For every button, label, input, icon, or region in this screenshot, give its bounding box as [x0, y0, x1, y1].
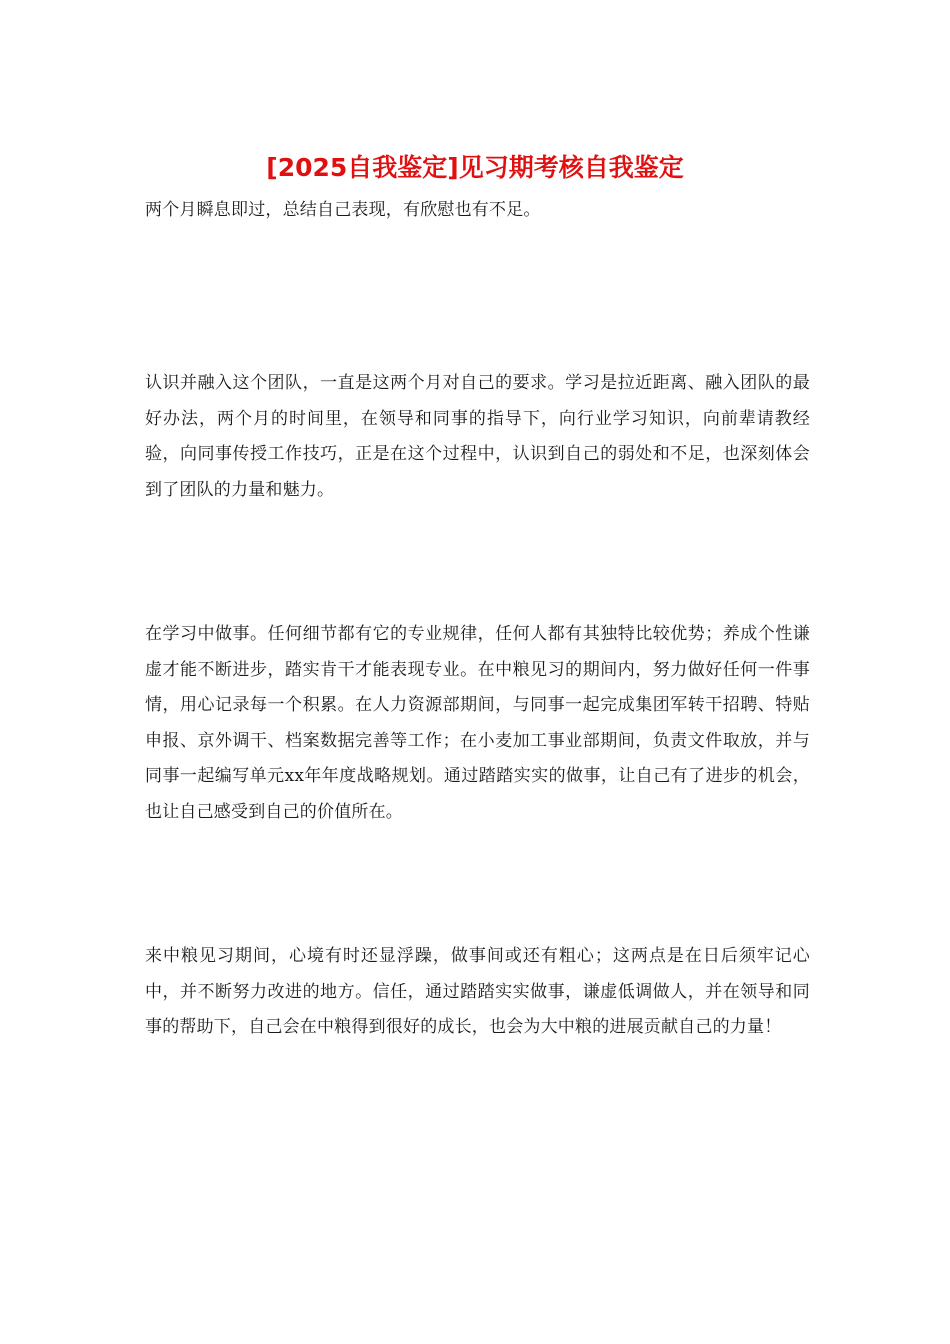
paragraph-intro: 两个月瞬息即过，总结自己表现，有欣慰也有不足。: [145, 200, 541, 220]
paragraph-team: 认识并融入这个团队，一直是这两个月对自己的要求。学习是拉近距离、融入团队的最好办法，两个月的时间里，在领导和同事的指导下，向行业学习知识，向前辈请教经验，向同事传授工作技巧，正是在这个过程中，认识到自己的弱处和不足，也深刻体会到了团队的力量和魅力。: [145, 373, 810, 500]
document-title: [2025自我鉴定]见习期考核自我鉴定: [266, 153, 684, 182]
paragraph-improvement: 来中粮见习期间，心境有时还显浮躁，做事间或还有粗心；这两点是在日后须牢记心中，并不断努力改进的地方。信任，通过踏踏实实做事，谦虚低调做人，并在领导和同事的帮助下，自己会在中粮得到很好的成长，也会为大中粮的进展贡献自己的力量！: [145, 946, 810, 1037]
paragraph-work: 在学习中做事。任何细节都有它的专业规律，任何人都有其独特比较优势；养成个性谦虚才能不断进步，踏实肯干才能表现专业。在中粮见习的期间内，努力做好任何一件事情，用心记录每一个积累。在人力资源部期间，与同事一起完成集团军转干招聘、特贴申报、京外调干、档案数据完善等工作；在小麦加工事业部期间，负责文件取放，并与同事一起编写单元xx年年度战略规划。通过踏踏实实的做事，让自己有了进步的机会，也让自己感受到自己的价值所在。: [145, 624, 810, 822]
